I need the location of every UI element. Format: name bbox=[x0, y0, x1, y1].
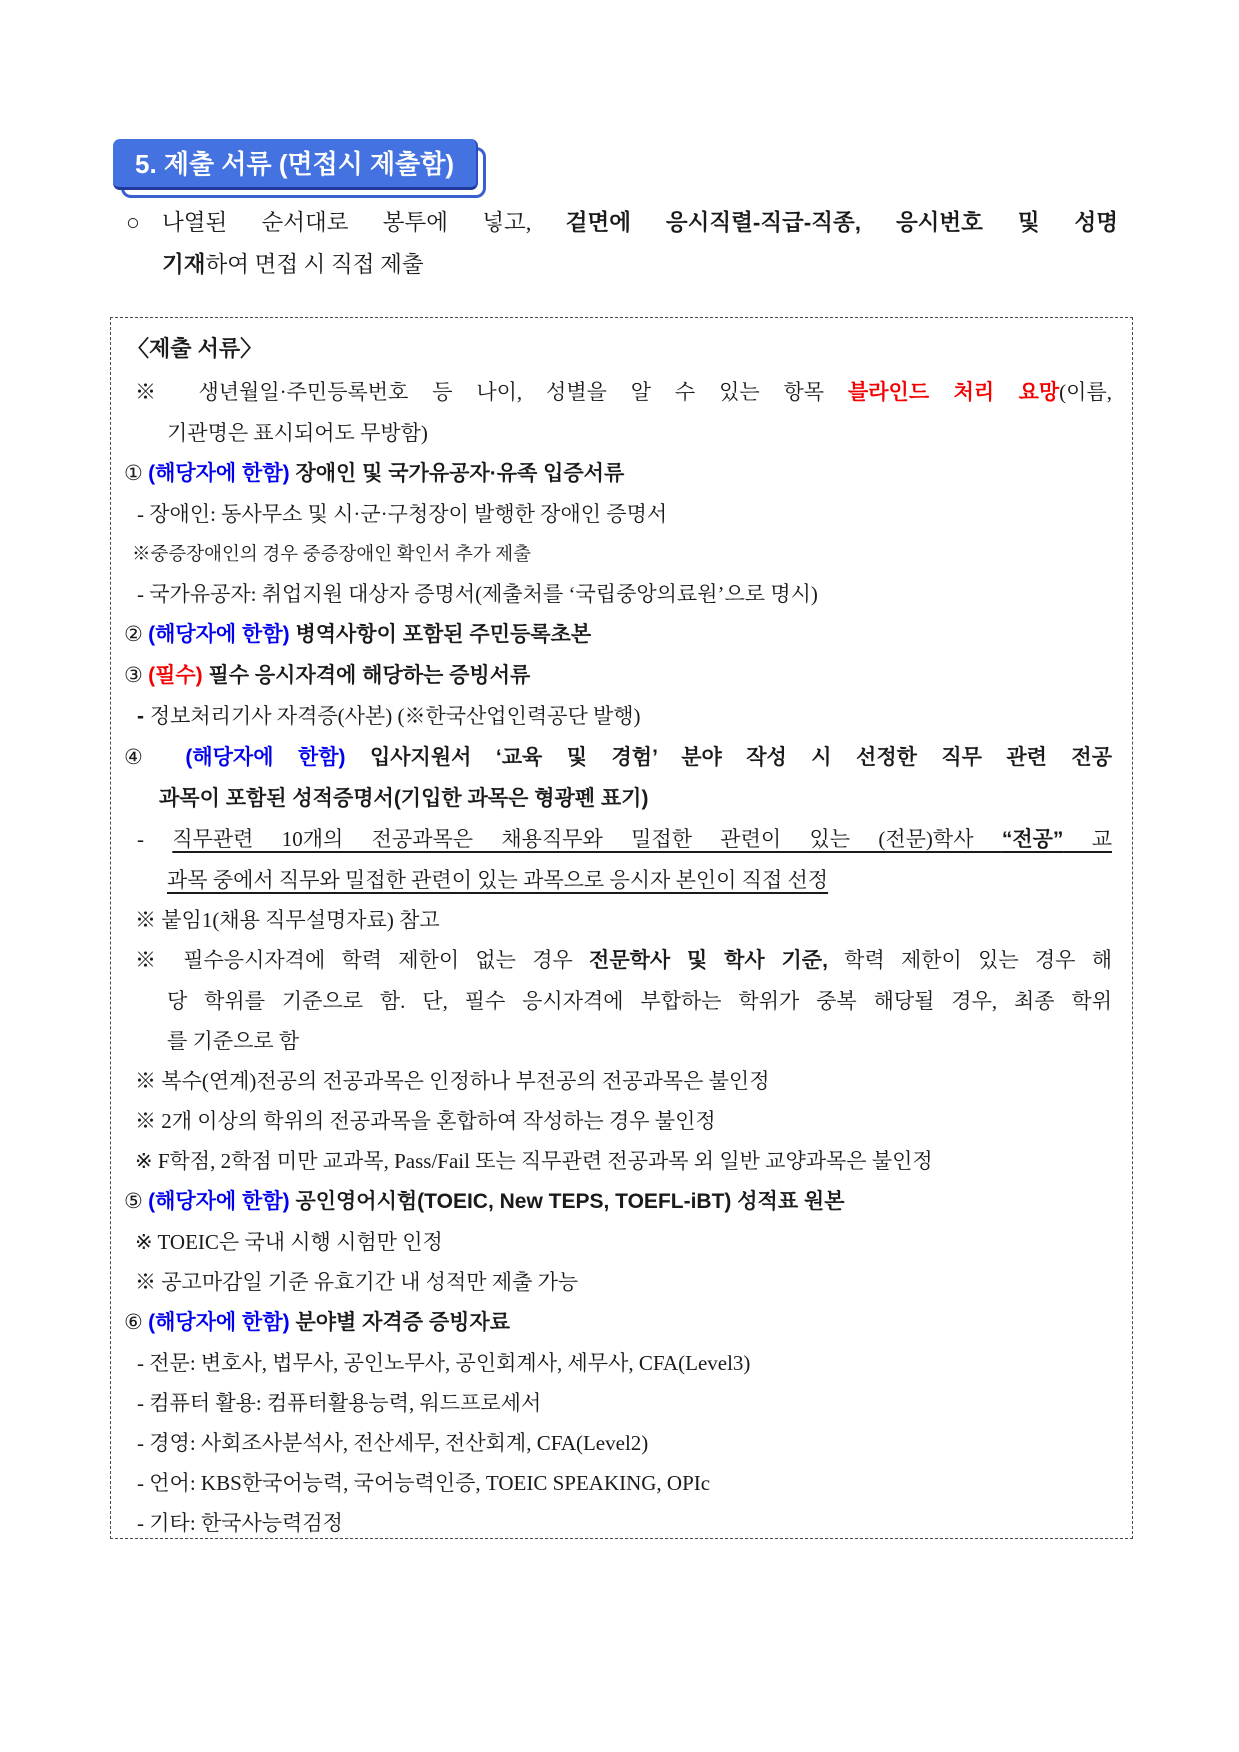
text-segment: - 국가유공자: 취업지원 대상자 증명서(제출처를 ‘국립중앙의료원’으로 명시) bbox=[137, 582, 818, 606]
doc-line bbox=[119, 1423, 1112, 1463]
section-title: 5. 제출 서류 (면접시 제출함) bbox=[135, 149, 455, 179]
document-box-lines bbox=[119, 326, 1112, 1539]
doc-line bbox=[119, 1383, 1112, 1423]
text-segment: 과목이 포함된 성적증명서(기입한 과목은 형광펜 표기) bbox=[159, 787, 649, 810]
doc-line bbox=[119, 737, 1112, 778]
text-segment: - 전문: 변호사, 법무사, 공인노무사, 공인회계사, 세무사, CFA(Level3) bbox=[137, 1351, 751, 1375]
text-segment: 장애인 및 국가유공자·유족 입증서류 bbox=[295, 462, 625, 485]
doc-line bbox=[119, 778, 1112, 819]
doc-line bbox=[119, 696, 1112, 737]
text-segment: ※ 생년월일·주민등록번호 등 나이, 성별을 알 수 있는 항목 bbox=[135, 380, 848, 404]
intro-paragraph bbox=[126, 202, 1118, 286]
text-segment: ⑤ bbox=[124, 1189, 149, 1213]
doc-line bbox=[119, 574, 1112, 614]
doc-line bbox=[119, 372, 1112, 413]
text-segment: ③ bbox=[124, 663, 149, 687]
doc-line bbox=[119, 940, 1112, 981]
doc-line bbox=[119, 860, 1112, 900]
doc-line bbox=[119, 819, 1112, 860]
text-segment: 나열된 순서대로 봉투에 넣고, bbox=[162, 210, 566, 235]
text-segment: (이름, bbox=[1059, 380, 1112, 404]
doc-line bbox=[119, 494, 1112, 534]
doc-line bbox=[119, 453, 1112, 494]
doc-line bbox=[119, 614, 1112, 655]
text-segment: 입사지원서 ‘교육 및 경험’ 분야 작성 시 선정한 직무 관련 전공 bbox=[369, 746, 1113, 769]
text-segment: ※ 필수응시자격에 학력 제한이 없는 경우 bbox=[135, 948, 590, 972]
intro-line-1 bbox=[162, 202, 1118, 244]
text-segment: ① bbox=[124, 461, 149, 485]
doc-line bbox=[119, 1302, 1112, 1343]
text-segment: ⑥ bbox=[124, 1310, 149, 1334]
doc-line bbox=[119, 1021, 1112, 1061]
doc-line bbox=[119, 1463, 1112, 1503]
text-segment: ※ 2개 이상의 학위의 전공과목을 혼합하여 작성하는 경우 불인정 bbox=[135, 1109, 716, 1133]
doc-line bbox=[119, 1141, 1112, 1181]
doc-line bbox=[119, 534, 1112, 574]
section-header bbox=[113, 139, 478, 190]
text-segment: 기관명은 표시되어도 무방함) bbox=[167, 421, 428, 445]
text-segment: 교 bbox=[1063, 827, 1112, 851]
text-segment: - 컴퓨터 활용: 컴퓨터활용능력, 워드프로세서 bbox=[137, 1391, 542, 1415]
text-segment: ④ bbox=[124, 745, 186, 769]
doc-line bbox=[119, 1503, 1112, 1539]
section-header-box bbox=[113, 139, 478, 190]
text-segment: ※중증장애인의 경우 중증장애인 확인서 추가 제출 bbox=[132, 545, 532, 565]
intro-text bbox=[162, 202, 1118, 286]
text-segment: 당 학위를 기준으로 함. 단, 필수 응시자격에 부합하는 학위가 중복 해당될 경우, 최종 학위 bbox=[167, 989, 1112, 1013]
text-segment: (해당자에 한함) bbox=[148, 1311, 296, 1334]
text-segment: 정보처리기사 자격증(사본) (※한국산업인력공단 발행) bbox=[149, 704, 641, 728]
text-segment: ※ TOEIC은 국내 시행 시험만 인정 bbox=[135, 1230, 443, 1254]
text-segment: (해당자에 한함) bbox=[148, 1190, 296, 1213]
text-segment: - 언어: KBS한국어능력, 국어능력인증, TOEIC SPEAKING, OPIc bbox=[137, 1471, 711, 1495]
text-segment: - bbox=[137, 827, 173, 851]
text-segment: 블라인드 처리 요망 bbox=[847, 381, 1060, 404]
text-segment: - 장애인: 동사무소 및 시·군·구청장이 발행한 장애인 증명서 bbox=[137, 502, 668, 526]
doc-line bbox=[119, 981, 1112, 1021]
text-segment: (해당자에 한함) bbox=[185, 746, 370, 769]
text-segment: - bbox=[137, 705, 150, 728]
doc-line bbox=[119, 326, 1112, 372]
document-box bbox=[110, 317, 1133, 1539]
doc-line bbox=[119, 413, 1112, 453]
text-segment: 과목 중에서 직무와 밀접한 관련이 있는 과목으로 응시자 본인이 직접 선정 bbox=[167, 868, 829, 892]
text-segment: 를 기준으로 함 bbox=[167, 1029, 300, 1053]
text-segment: ※ 복수(연계)전공의 전공과목은 인정하나 부전공의 전공과목은 불인정 bbox=[135, 1069, 770, 1093]
text-segment: 전문학사 및 학사 기준, bbox=[589, 949, 828, 972]
text-segment: 분야별 자격증 증빙자료 bbox=[295, 1311, 510, 1334]
doc-line bbox=[119, 1343, 1112, 1383]
text-segment: (해당자에 한함) bbox=[148, 462, 296, 485]
text-segment: (필수) bbox=[148, 664, 209, 687]
text-segment: 병역사항이 포함된 주민등록초본 bbox=[295, 623, 592, 646]
doc-line bbox=[119, 1262, 1112, 1302]
text-segment: 하여 면접 시 직접 제출 bbox=[205, 252, 424, 277]
intro-line-2 bbox=[162, 244, 1118, 286]
doc-line bbox=[119, 1061, 1112, 1101]
text-segment: 필수 응시자격에 해당하는 증빙서류 bbox=[208, 664, 531, 687]
text-segment: - 기타: 한국사능력검정 bbox=[137, 1511, 343, 1535]
text-segment: 〈제출 서류〉 bbox=[127, 336, 263, 361]
text-segment: 공인영어시험(TOEIC, New TEPS, TOEFL-iBT) 성적표 원본 bbox=[295, 1190, 845, 1213]
doc-line bbox=[119, 1222, 1112, 1262]
text-segment: - 경영: 사회조사분석사, 전산세무, 전산회계, CFA(Level2) bbox=[137, 1431, 649, 1455]
text-segment: ※ 붙임1(채용 직무설명자료) 참고 bbox=[135, 908, 440, 932]
text-segment: 겉면에 응시직렬-직급-직종, 응시번호 및 성명 bbox=[565, 210, 1118, 235]
doc-line bbox=[119, 900, 1112, 940]
text-segment: 직무관련 10개의 전공과목은 채용직무와 밀접한 관련이 있는 (전문)학사 bbox=[172, 827, 1002, 851]
text-segment: (해당자에 한함) bbox=[148, 623, 296, 646]
text-segment: ※ 공고마감일 기준 유효기간 내 성적만 제출 가능 bbox=[135, 1270, 579, 1294]
text-segment: 기재 bbox=[162, 252, 206, 277]
text-segment: ※ F학점, 2학점 미만 교과목, Pass/Fail 또는 직무관련 전공과목 외 일반 교양과목은 불인정 bbox=[135, 1149, 933, 1173]
doc-line bbox=[119, 1101, 1112, 1141]
doc-line bbox=[119, 1181, 1112, 1222]
doc-line bbox=[119, 655, 1112, 696]
text-segment: “전공” bbox=[1001, 828, 1064, 851]
text-segment: ② bbox=[124, 622, 149, 646]
circle-bullet: ○ bbox=[126, 210, 140, 235]
text-segment: 학력 제한이 있는 경우 해 bbox=[827, 948, 1112, 972]
